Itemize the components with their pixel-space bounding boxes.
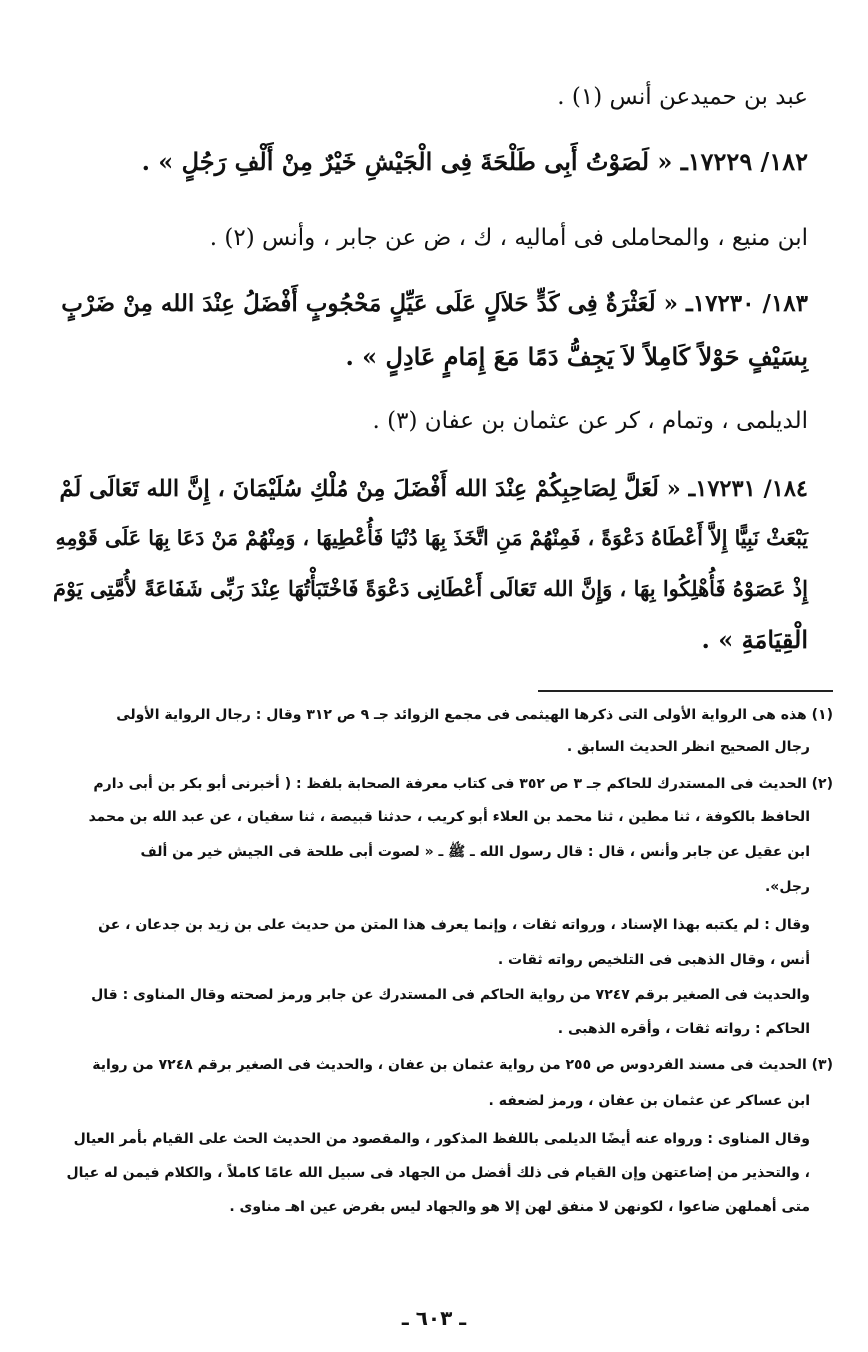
footnote-2-line-6: أنس ، وقال الذهبى فى التلخيص رواته ثقات .: [497, 952, 810, 968]
hadith-182-line-1: ١٨٢/ ١٧٢٢٩ـ « لَصَوْتُ أَبِى طَلْحَةَ فِى الْجَيْشِ خَيْرٌ مِنْ أَلْفِ رَجُلٍ » .: [141, 147, 808, 176]
footnote-3-line-2: ابن عساكر عن عثمان بن عفان ، ورمز لضعفه .: [488, 1093, 810, 1109]
source-line-3: الديلمى ، وتمام ، كر عن عثمان بن عفان (٣) .: [372, 408, 808, 434]
hadith-183-line-2: بِسَيْفٍ حَوْلاً كَامِلاً لاَ يَجِفُّ دَمًا مَعَ إِمَامٍ عَادِلٍ » .: [345, 342, 808, 371]
footnote-2-line-5: وقال : لم يكتبه بهذا الإسناد ، ورواته ثقات ، وإنما يعرف هذا المتن من حديث على بن زيد بن جدعان ، عن: [98, 917, 810, 933]
footnote-3-line-3: وقال المناوى : ورواه عنه أيضًا الديلمى باللفظ المذكور ، والمقصود من الحديث الحث على القيام بأمر العيال: [73, 1131, 810, 1147]
page-number: ـ ٦٠٣ ـ: [401, 1306, 467, 1330]
footnote-3-line-5: متى أهملهن ضاعوا ، لكونهن لا منفق لهن إلا هو والجهاد ليس بفرض عين اهـ مناوى .: [229, 1199, 810, 1215]
footnote-2-line-4: رجل».: [764, 879, 810, 895]
footnote-2-line-1: (٢) الحديث فى المستدرك للحاكم جـ ٣ ص ٣٥٢ فى كتاب معرفة الصحابة بلفظ : ( أخبرنى أبو بكر بن أبى دارم: [93, 776, 833, 792]
footnote-1-line-1: (١) هذه هى الرواية الأولى التى ذكرها الهيثمى فى مجمع الزوائد جـ ٩ ص ٣١٢ وقال : رجال الرواية الأولى: [116, 707, 833, 723]
footnote-2-line-3: ابن عقيل عن جابر وأنس ، قال : قال رسول الله ـ ﷺ ـ « لصوت أبى طلحة فى الجيش خير من ألف: [140, 844, 810, 860]
footnote-divider: [538, 690, 833, 692]
source-line-1: عبد بن حميدعن أنس (١) .: [557, 84, 808, 110]
footnote-2-line-2: الحافظ بالكوفة ، ثنا مطين ، ثنا محمد بن العلاء أبو كريب ، حدثنا قبيصة ، ثنا سفيان ، عن عبد الله بن محمد: [88, 809, 810, 825]
footnote-1-line-2: رجال الصحيح انظر الحديث السابق .: [566, 739, 810, 755]
hadith-183-line-1: ١٨٣/ ١٧٢٣٠ـ « لَعَثْرَةٌ فِى كَدٍّ حَلاَلٍ عَلَى عَيِّلٍ مَحْجُوبٍ أَفْضَلُ عِنْدَ الله مِنْ ضَرْبٍ: [61, 290, 808, 317]
hadith-184-line-2: يَبْعَثْ نَبِيًّا إِلاَّ أَعْطَاهُ دَعْوَةً ، فَمِنْهُمْ مَنِ اتَّخَذَ بِهَا دُنْيَا فَأُعْطِيهَا ، وَمِنْهُمْ مَنْ دَعَا بِهَا عَلَى قَوْمِهِ: [55, 526, 808, 550]
footnote-2-line-8: الحاكم : رواته ثقات ، وأقره الذهبى .: [557, 1021, 810, 1037]
hadith-184-line-1: ١٨٤/ ١٧٢٣١ـ « لَعَلَّ لِصَاحِبِكُمْ عِنْدَ الله أَفْضَلَ مِنْ مُلْكِ سُلَيْمَانَ ، إِنَّ الله تَعَالَى لَمْ: [59, 476, 808, 502]
source-line-2: ابن منيع ، والمحاملى فى أماليه ، ك ، ض عن جابر ، وأنس (٢) .: [209, 225, 808, 251]
footnote-3-line-4: ، والتحذير من إضاعتهن وإن القيام فى ذلك أفضل من الجهاد فى سبيل الله عامًا كاملاً ، والكلام فيمن له عيال: [66, 1165, 810, 1181]
hadith-184-line-4: الْقِيَامَةِ » .: [701, 625, 808, 654]
hadith-184-line-3: إِذْ عَصَوْهُ فَأُهْلِكُوا بِهَا ، وَإِنَّ الله تَعَالَى أَعْطَانِى دَعْوَةً فَاخْتَبَأْتُهَا عِنْدَ رَبِّى شَفَاعَةً لأُمَّتِى يَوْمَ: [52, 576, 808, 601]
footnote-2-line-7: والحديث فى الصغير برقم ٧٢٤٧ من رواية الحاكم فى المستدرك عن جابر ورمز لصحته وقال المناوى : قال: [91, 987, 810, 1003]
footnote-3-line-1: (٣) الحديث فى مسند الفردوس ص ٢٥٥ من رواية عثمان بن عفان ، والحديث فى الصغير برقم ٧٢٤٨ من رواية: [92, 1057, 833, 1073]
